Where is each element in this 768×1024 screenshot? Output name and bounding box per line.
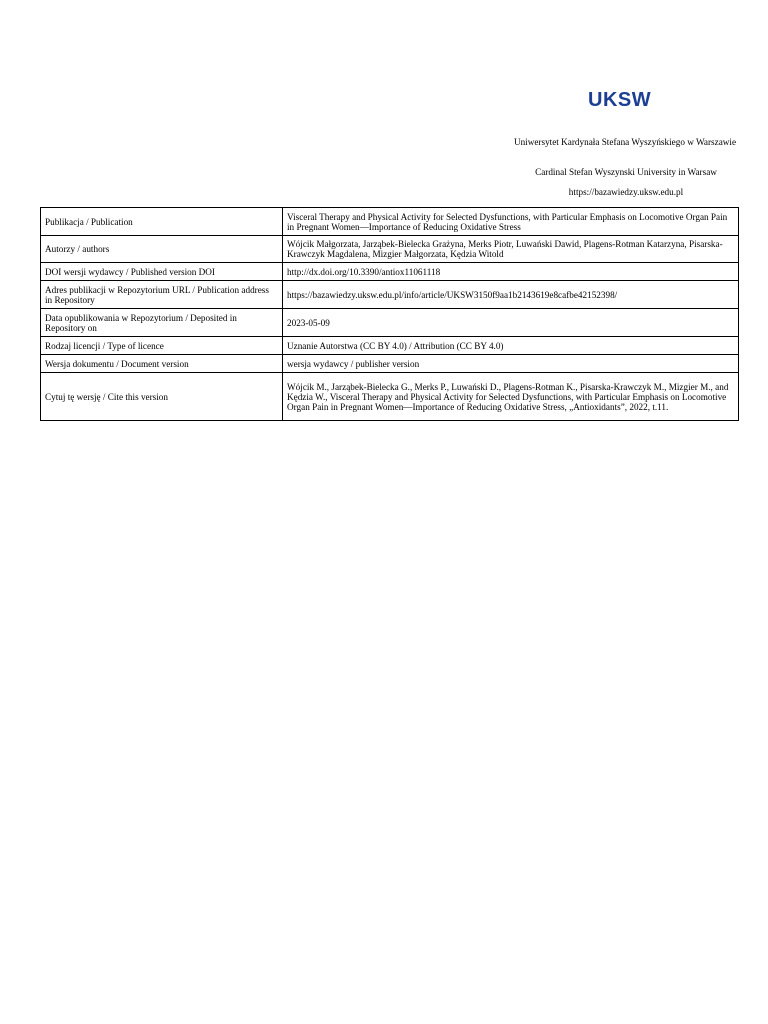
row-value-document-version: wersja wydawcy / publisher version bbox=[283, 355, 739, 373]
table-row bbox=[41, 236, 739, 263]
table-row bbox=[41, 309, 739, 337]
table-row bbox=[41, 281, 739, 309]
university-name-pl: Uniwersytet Kardynała Stefana Wyszyńskiego w Warszawie bbox=[513, 137, 737, 147]
row-label-authors: Autorzy / authors bbox=[41, 236, 283, 263]
row-value-cite: Wójcik M., Jarząbek-Bielecka G., Merks P., Luwański D., Plagens-Rotman K., Pisarska-Krawczyk M., Mizgier M., and Kędzia W., Visceral Therapy and Physical Activity for Selected Dysfunctions, with Particular Emphasis on Locomotive Organ Pain in Pregnant Women—Importance of Reducing Oxidative Stress, „Antioxidants”, 2022, t.11. bbox=[283, 373, 739, 421]
table-row bbox=[41, 337, 739, 355]
table-row bbox=[41, 355, 739, 373]
row-label-cite: Cytuj tę wersję / Cite this version bbox=[41, 373, 283, 421]
row-label-repository-url: Adres publikacji w Repozytorium URL / Publication address in Repository bbox=[41, 281, 283, 309]
row-value-licence: Uznanie Autorstwa (CC BY 4.0) / Attribution (CC BY 4.0) bbox=[283, 337, 739, 355]
metadata-table bbox=[40, 207, 739, 421]
row-value-repository-url: https://bazawiedzy.uksw.edu.pl/info/article/UKSW3150f9aa1b2143619e8cafbe42152398/ bbox=[283, 281, 739, 309]
row-value-authors: Wójcik Małgorzata, Jarząbek-Bielecka Grażyna, Merks Piotr, Luwański Dawid, Plagens-Rotman Katarzyna, Pisarska-Krawczyk Magdalena, Mizgier Małgorzata, Kędzia Witold bbox=[283, 236, 739, 263]
row-label-deposited: Data opublikowania w Repozytorium / Deposited in Repository on bbox=[41, 309, 283, 337]
university-name-en: Cardinal Stefan Wyszynski University in Warsaw bbox=[535, 167, 717, 177]
uksw-logo: UKSW bbox=[588, 89, 652, 111]
row-label-document-version: Wersja dokumentu / Document version bbox=[41, 355, 283, 373]
repository-url: https://bazawiedzy.uksw.edu.pl bbox=[568, 187, 684, 197]
table-row bbox=[41, 373, 739, 421]
table-row bbox=[41, 263, 739, 281]
row-label-licence: Rodzaj licencji / Type of licence bbox=[41, 337, 283, 355]
row-label-publication: Publikacja / Publication bbox=[41, 208, 283, 236]
row-value-doi: http://dx.doi.org/10.3390/antiox11061118 bbox=[283, 263, 739, 281]
row-value-publication: Visceral Therapy and Physical Activity for Selected Dysfunctions, with Particular Emphasis on Locomotive Organ Pain in Pregnant Women—Importance of Reducing Oxidative Stress bbox=[283, 208, 739, 236]
row-value-deposited: 2023-05-09 bbox=[283, 309, 739, 337]
row-label-doi: DOI wersji wydawcy / Published version DOI bbox=[41, 263, 283, 281]
table-row bbox=[41, 208, 739, 236]
